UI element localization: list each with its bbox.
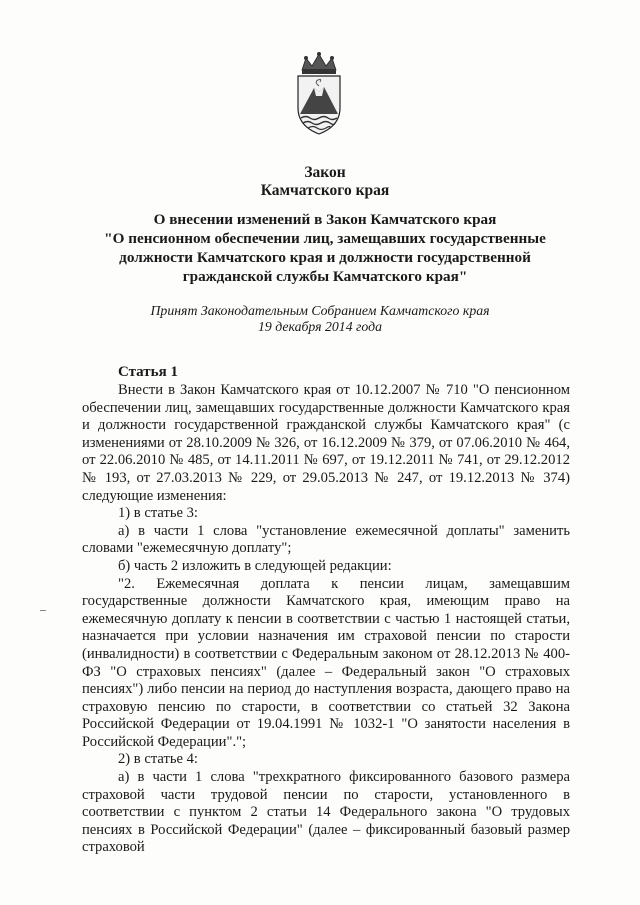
paragraph-part-2-text: "2. Ежемесячная доплата к пенсии лицам, замещавшим государственные должности Камчатского края, имеющим право на ежемесячную доплату к пенсии в соответствии с частью 1 настоящей статьи, назначается при условии назначения им страховой пенсии по старости (инвалидности) в соответствии с Федеральным законом от 28.12.2013 № 400-ФЗ "О страховых пенсиях" (далее – Федеральный закон "О страховых пенсиях") либо пенсии на период до наступления возраста, дающего право на страховую пенсию по старости, в соответствии со статьей 32 Закона Российской Федерации от 19.04.1991 № 1032-1 "О занятости населения в Российской Федерации"."; [82, 575, 570, 750]
subject-line-4: гражданской службы Камчатского края" [182, 268, 468, 285]
region-title: Камчатского края [260, 182, 390, 199]
subject-line-2: "О пенсионном обеспечении лиц, замещавших государственные [104, 230, 546, 247]
paragraph-intro: Внести в Закон Камчатского края от 10.12.2007 № 710 "О пенсионном обеспечении лиц, замещавших государственные должности Камчатского края и должности государственной гражданской службы Камчатского края" (с изменениями от 28.10.2009 № 326, от 16.12.2009 № 379, от 07.06.2010 № 464, от 22.06.2010 № 485, от 14.11.2011 № 697, от 19.12.2011 № 741, от 29.12.2012 № 193, от 27.03.2013 № 229, от 29.05.2013 № 247, от 19.12.2013 № 374) следующие изменения: [82, 382, 570, 504]
adopted-by-line: Принят Законодательным Собранием Камчатского края [150, 303, 490, 318]
margin-mark [40, 610, 46, 611]
article-body [82, 382, 570, 857]
paragraph-item-2: 2) в статье 4: [118, 751, 198, 768]
adopted-date-line: 19 декабря 2014 года [257, 319, 383, 334]
coat-of-arms-emblem-icon [292, 50, 346, 136]
paragraph-item-1a: а) в части 1 слова "установление ежемесячной доплаты" заменить словами "ежемесячную доплату"; [82, 522, 570, 557]
subject-line-1: О внесении изменений в Закон Камчатского края [153, 211, 497, 228]
law-title: Закон [304, 164, 346, 181]
subject-line-3: должности Камчатского края и должности государственной [119, 249, 531, 266]
paragraph-item-1b: б) часть 2 изложить в следующей редакции: [118, 557, 392, 574]
article-heading: Статья 1 [118, 364, 178, 380]
paragraph-item-1: 1) в статье 3: [118, 505, 198, 522]
paragraph-item-2a: а) в части 1 слова "трехкратного фиксированного базового размера страховой части трудовой пенсии по старости, установленного в соответствии с пунктом 2 статьи 14 Федерального закона "О трудовых пенсиях в Российской Федерации" (далее – фиксированный базовый размер страховой [82, 769, 570, 856]
